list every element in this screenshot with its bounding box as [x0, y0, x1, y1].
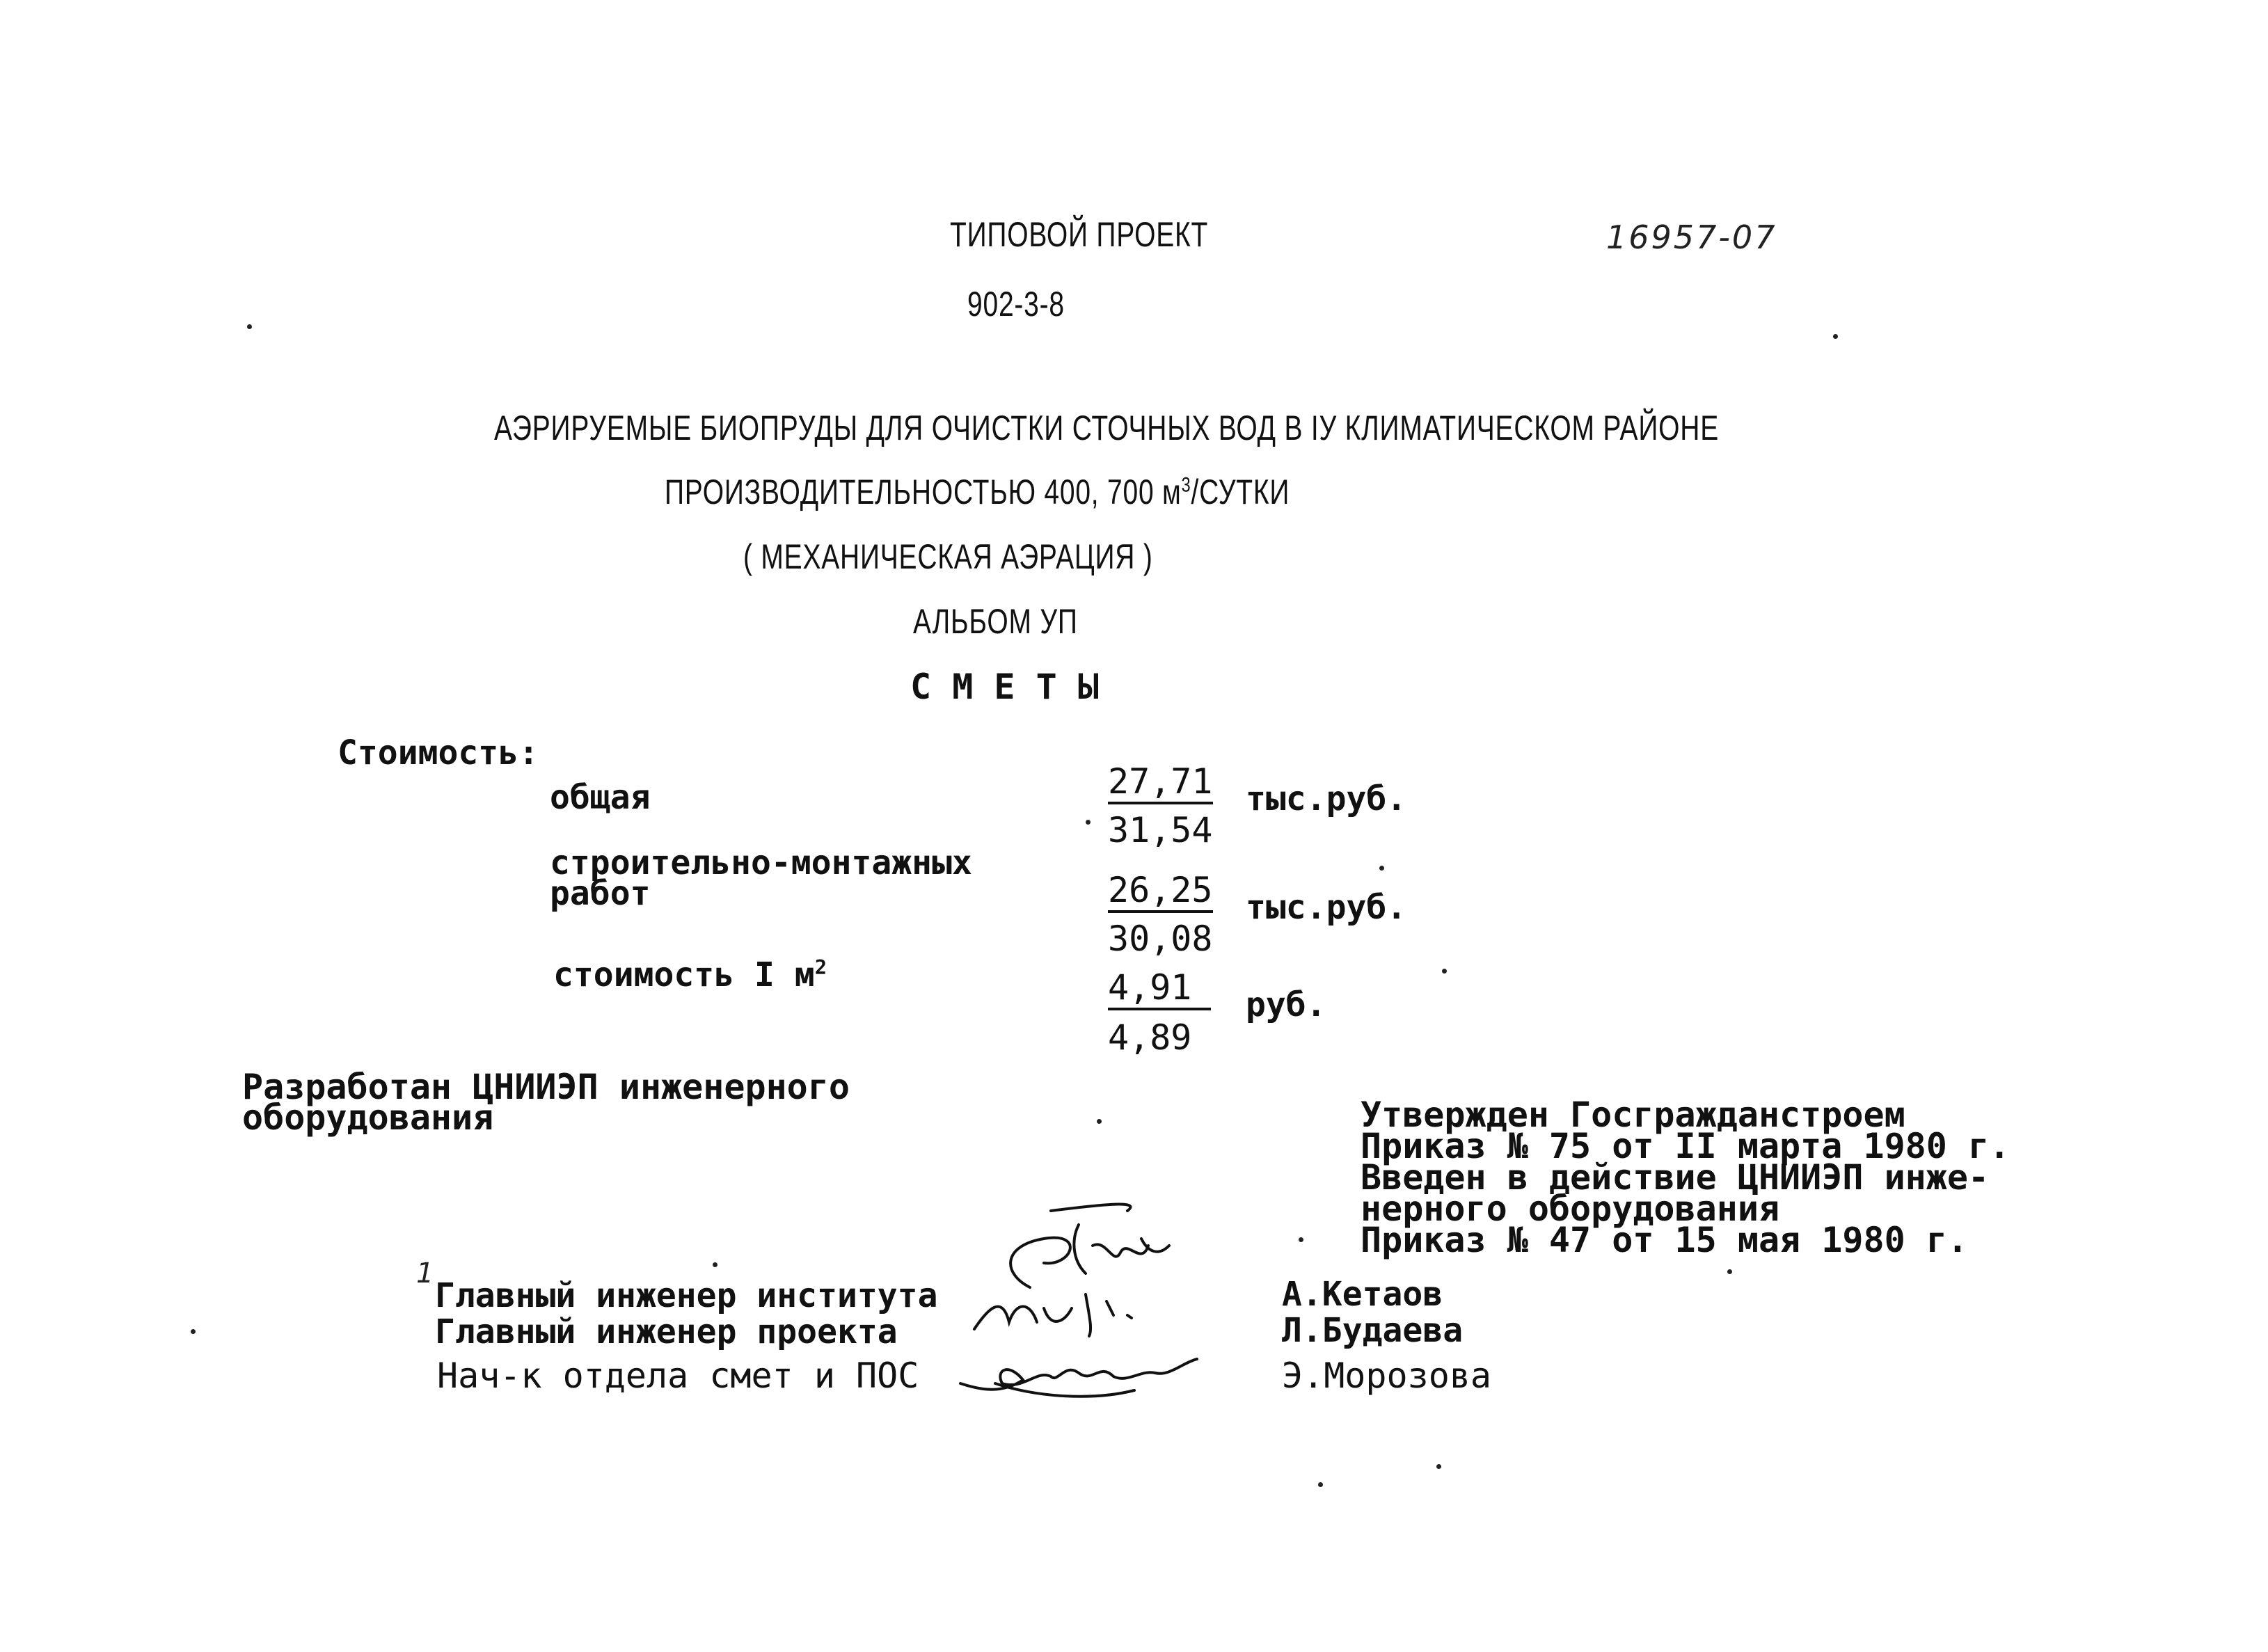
scan-speck: [713, 1262, 717, 1267]
scan-speck: [1299, 1237, 1303, 1242]
title-line-2-sup: 3: [1181, 473, 1191, 497]
signatory-name-1: А.Кетаов: [1282, 1275, 1443, 1314]
signatory-role-2: Главный инженер проекта: [435, 1312, 898, 1351]
cost-row-per-sqm-label-prefix: стоимость I м: [553, 955, 815, 994]
scan-speck: [1436, 1464, 1441, 1469]
cost-row-per-sqm-unit: руб.: [1246, 985, 1326, 1024]
scan-speck: [247, 324, 252, 329]
signatory-name-3: Э.Морозова: [1282, 1356, 1492, 1396]
scan-speck: [1833, 334, 1838, 339]
cost-row-construction-label: строительно-монтажных работ: [550, 843, 972, 913]
cost-row-general-value-bottom: 31,54: [1108, 810, 1213, 850]
signatory-role-3: Нач-к отдела смет и ПОС: [437, 1356, 919, 1396]
cost-row-general-unit: тыс.руб.: [1246, 779, 1407, 818]
title-line-1: АЭРИРУЕМЫЕ БИОПРУДЫ ДЛЯ ОЧИСТКИ СТОЧНЫХ ВОД В IУ КЛИМАТИЧЕСКОМ РАЙОНЕ: [494, 408, 1719, 447]
title-line-3: ( МЕХАНИЧЕСКАЯ АЭРАЦИЯ ): [743, 537, 1153, 576]
cost-row-per-sqm-label: [553, 955, 827, 994]
signature-2-image: [967, 1287, 1176, 1343]
stamp-number: 16957-07: [1606, 219, 1777, 256]
approval-note: Утвержден Госгражданстроем Приказ № 75 от II марта 1980 г. Введен в действие ЦНИИЭП инже- нерного оборудования Приказ № 47 от 15 мая 1980 г.: [1361, 1095, 2011, 1260]
footnote-mark: 1: [416, 1257, 436, 1289]
title-line-2: [665, 472, 1290, 511]
cost-row-construction-value-top: 26,25: [1108, 873, 1213, 913]
cost-row-per-sqm-value-bottom: 4,89: [1108, 1017, 1192, 1058]
project-code: 902-3-8: [967, 285, 1065, 324]
developer-note: Разработан ЦНИИЭП инженерного оборудования: [242, 1067, 850, 1138]
cost-row-per-sqm-label-sup: 2: [814, 955, 827, 979]
scan-speck: [1442, 969, 1447, 974]
signature-1-image: [967, 1197, 1190, 1294]
cost-row-general-label: общая: [550, 778, 651, 817]
signature-3-image: [953, 1342, 1218, 1404]
signatory-role-1: Главный инженер института: [435, 1276, 938, 1315]
cost-row-construction-unit: тыс.руб.: [1246, 888, 1407, 927]
cost-row-per-sqm-value-top: 4,91: [1108, 970, 1211, 1010]
title-line-2-suffix: /СУТКИ: [1191, 472, 1290, 511]
document-type-heading: ТИПОВОЙ ПРОЕКТ: [950, 215, 1209, 254]
cost-row-construction-value-bottom: 30,08: [1108, 919, 1213, 959]
title-line-2-prefix: ПРОИЗВОДИТЕЛЬНОСТЬЮ 400, 700 м: [665, 472, 1182, 511]
cost-row-general-value-top: 27,71: [1108, 764, 1213, 804]
cost-heading: Стоимость:: [338, 733, 539, 772]
album-label: АЛЬБОМ УП: [913, 602, 1078, 641]
scan-speck: [1318, 1482, 1323, 1487]
scan-speck: [191, 1329, 196, 1334]
scan-speck: [1727, 1269, 1732, 1274]
section-heading: С М Е Т Ы: [910, 667, 1099, 707]
signatory-name-2: Л.Будаева: [1282, 1311, 1464, 1350]
scan-speck: [1379, 866, 1384, 871]
scan-speck: [1086, 820, 1091, 825]
scan-speck: [1097, 1119, 1102, 1124]
